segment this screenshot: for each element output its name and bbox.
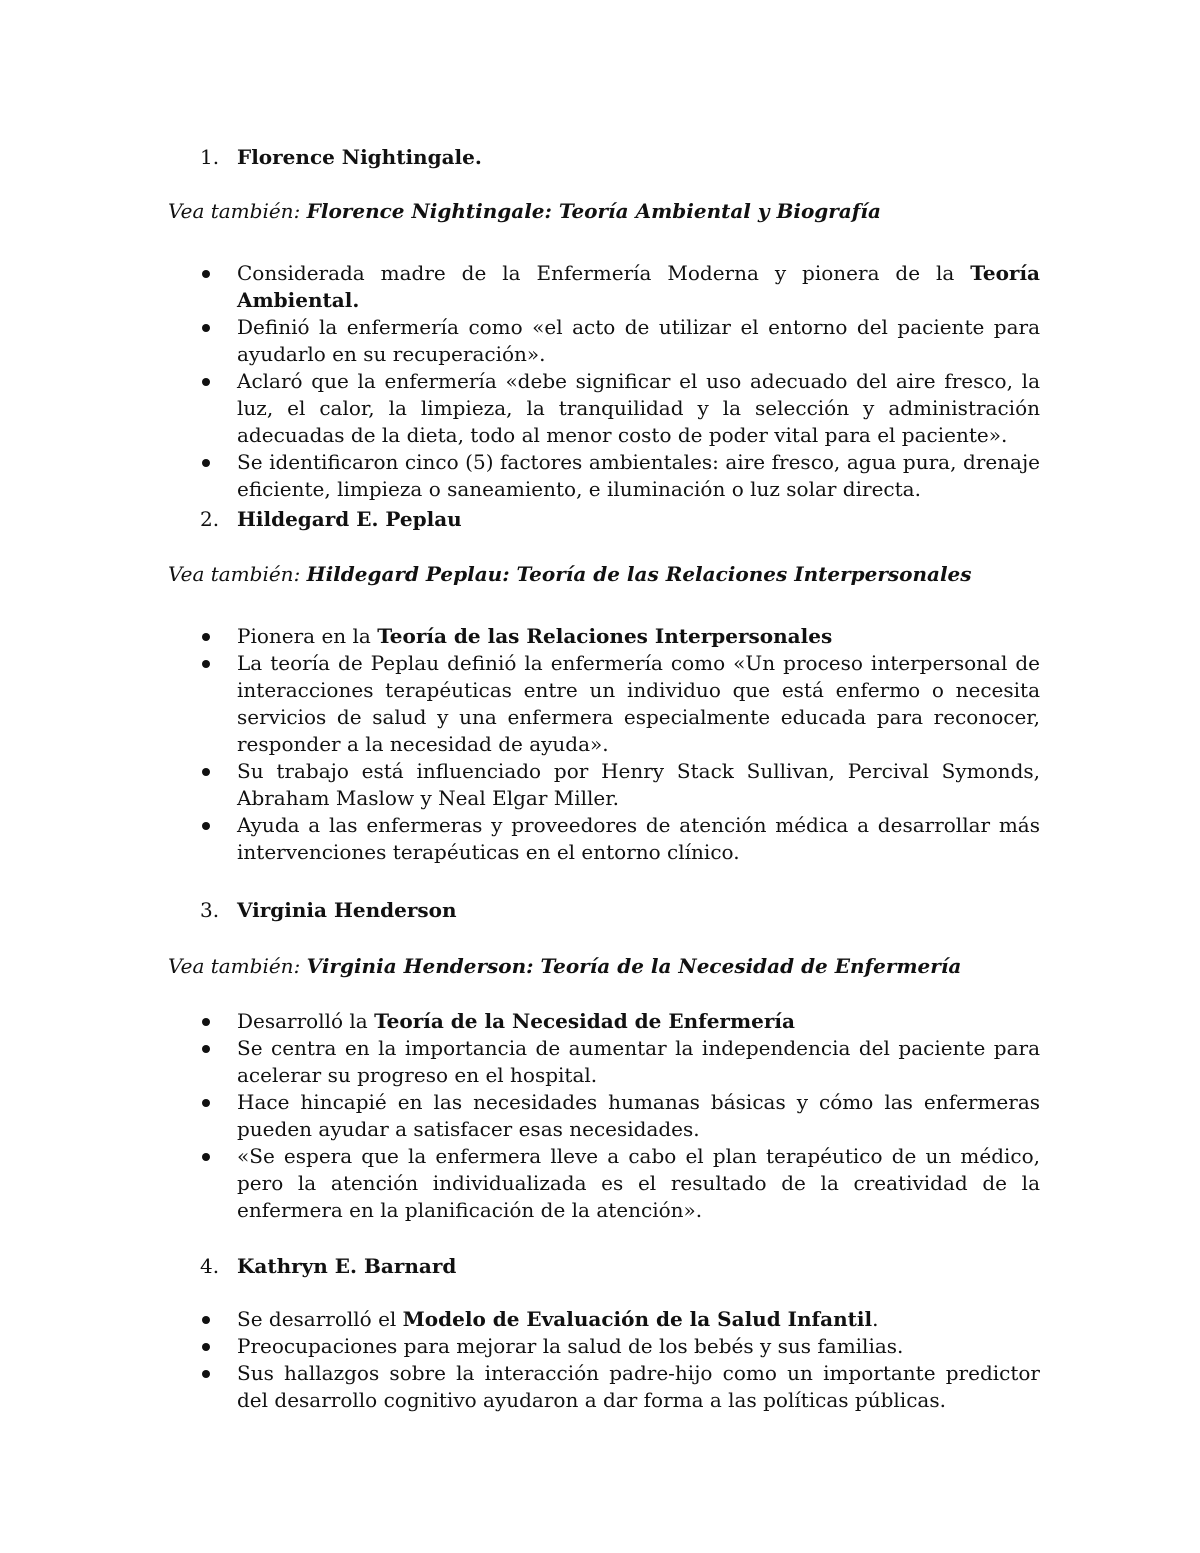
list-item (200, 758, 1040, 812)
bullet-icon (202, 378, 210, 386)
item-bold-text: Teoría Ambiental. (237, 261, 1040, 312)
see-also-link[interactable]: Florence Nightingale: Teoría Ambiental y Biografía (306, 199, 881, 223)
bullet-icon (202, 660, 210, 668)
see-also-line (168, 198, 881, 225)
item-text: «Se espera que la enfermera lleve a cabo el plan terapéutico de un médico, pero la atención individualizada es el resultado de la creatividad de la enfermera en la planificación de la atención». (237, 1144, 1040, 1222)
bullet-icon (202, 1045, 210, 1053)
item-bold-text: Teoría de las Relaciones Interpersonales (377, 624, 833, 648)
bullet-list (200, 1306, 1040, 1414)
item-text: Preocupaciones para mejorar la salud de los bebés y sus familias. (237, 1334, 904, 1358)
see-also-prefix: Vea también: (168, 199, 307, 223)
section-number: 3. (200, 898, 220, 922)
section-name: Virginia Henderson (237, 898, 457, 922)
section-number: 1. (200, 145, 220, 169)
list-item (200, 368, 1040, 449)
list-item (200, 1143, 1040, 1224)
section-number: 2. (200, 507, 220, 531)
list-item (200, 1333, 1040, 1360)
bullet-icon (202, 324, 210, 332)
see-also-prefix: Vea también: (168, 562, 307, 586)
item-text: Aclaró que la enfermería «debe significar el uso adecuado del aire fresco, la luz, el calor, la limpieza, la tranquilidad y la selección y administración adecuadas de la dieta, todo al menor costo de poder vital para el paciente». (237, 369, 1040, 447)
bullet-icon (202, 633, 210, 641)
bullet-icon (202, 1153, 210, 1161)
bullet-list (200, 623, 1040, 866)
see-also-link[interactable]: Hildegard Peplau: Teoría de las Relaciones Interpersonales (306, 562, 972, 586)
list-item (200, 1035, 1040, 1089)
section-name: Hildegard E. Peplau (237, 507, 462, 531)
section-name: Florence Nightingale. (237, 145, 482, 169)
bullet-icon (202, 1099, 210, 1107)
see-also-line (168, 953, 961, 980)
section-heading (200, 144, 482, 171)
bullet-icon (202, 1370, 210, 1378)
item-text: Hace hincapié en las necesidades humanas básicas y cómo las enfermeras pueden ayudar a satisfacer esas necesidades. (237, 1090, 1040, 1141)
see-also-line (168, 561, 972, 588)
bullet-icon (202, 1018, 210, 1026)
bullet-icon (202, 1343, 210, 1351)
item-text: Definió la enfermería como «el acto de utilizar el entorno del paciente para ayudarlo en su recuperación». (237, 315, 1040, 366)
section-name: Kathryn E. Barnard (237, 1254, 457, 1278)
item-text: Se centra en la importancia de aumentar la independencia del paciente para acelerar su progreso en el hospital. (237, 1036, 1040, 1087)
section-heading (200, 506, 462, 533)
item-text: Desarrolló la (237, 1009, 375, 1033)
item-text: Se desarrolló el (237, 1307, 403, 1331)
list-item (200, 812, 1040, 866)
item-text: Se identificaron cinco (5) factores ambientales: aire fresco, agua pura, drenaje eficiente, limpieza o saneamiento, e iluminación o luz solar directa. (237, 450, 1040, 501)
list-item (200, 1306, 1040, 1333)
item-text-suffix: . (872, 1307, 879, 1331)
list-item (200, 314, 1040, 368)
section-heading (200, 1253, 456, 1280)
list-item (200, 449, 1040, 503)
list-item (200, 1008, 1040, 1035)
bullet-list (200, 1008, 1040, 1224)
item-text: Su trabajo está influenciado por Henry Stack Sullivan, Percival Symonds, Abraham Maslow y Neal Elgar Miller. (237, 759, 1040, 810)
bullet-icon (202, 822, 210, 830)
item-text: Pionera en la (237, 624, 378, 648)
list-item (200, 623, 1040, 650)
item-bold-text: Modelo de Evaluación de la Salud Infantil (402, 1307, 873, 1331)
see-also-prefix: Vea también: (168, 954, 307, 978)
list-item (200, 1089, 1040, 1143)
bullet-icon (202, 459, 210, 467)
see-also-link[interactable]: Virginia Henderson: Teoría de la Necesidad de Enfermería (306, 954, 962, 978)
section-heading (200, 897, 457, 924)
bullet-icon (202, 1316, 210, 1324)
item-text: La teoría de Peplau definió la enfermería como «Un proceso interpersonal de interacciones terapéuticas entre un individuo que está enfermo o necesita servicios de salud y una enfermera especialmente educada para reconocer, responder a la necesidad de ayuda». (237, 651, 1040, 756)
item-text: Ayuda a las enfermeras y proveedores de atención médica a desarrollar más intervenciones terapéuticas en el entorno clínico. (237, 813, 1040, 864)
bullet-icon (202, 270, 210, 278)
item-bold-text: Teoría de la Necesidad de Enfermería (374, 1009, 795, 1033)
item-text: Considerada madre de la Enfermería Moderna y pionera de la (237, 261, 971, 285)
list-item (200, 1360, 1040, 1414)
list-item (200, 650, 1040, 758)
list-item (200, 260, 1040, 314)
bullet-list (200, 260, 1040, 503)
section-number: 4. (200, 1254, 220, 1278)
item-text: Sus hallazgos sobre la interacción padre-hijo como un importante predictor del desarrollo cognitivo ayudaron a dar forma a las políticas públicas. (237, 1361, 1040, 1412)
bullet-icon (202, 768, 210, 776)
